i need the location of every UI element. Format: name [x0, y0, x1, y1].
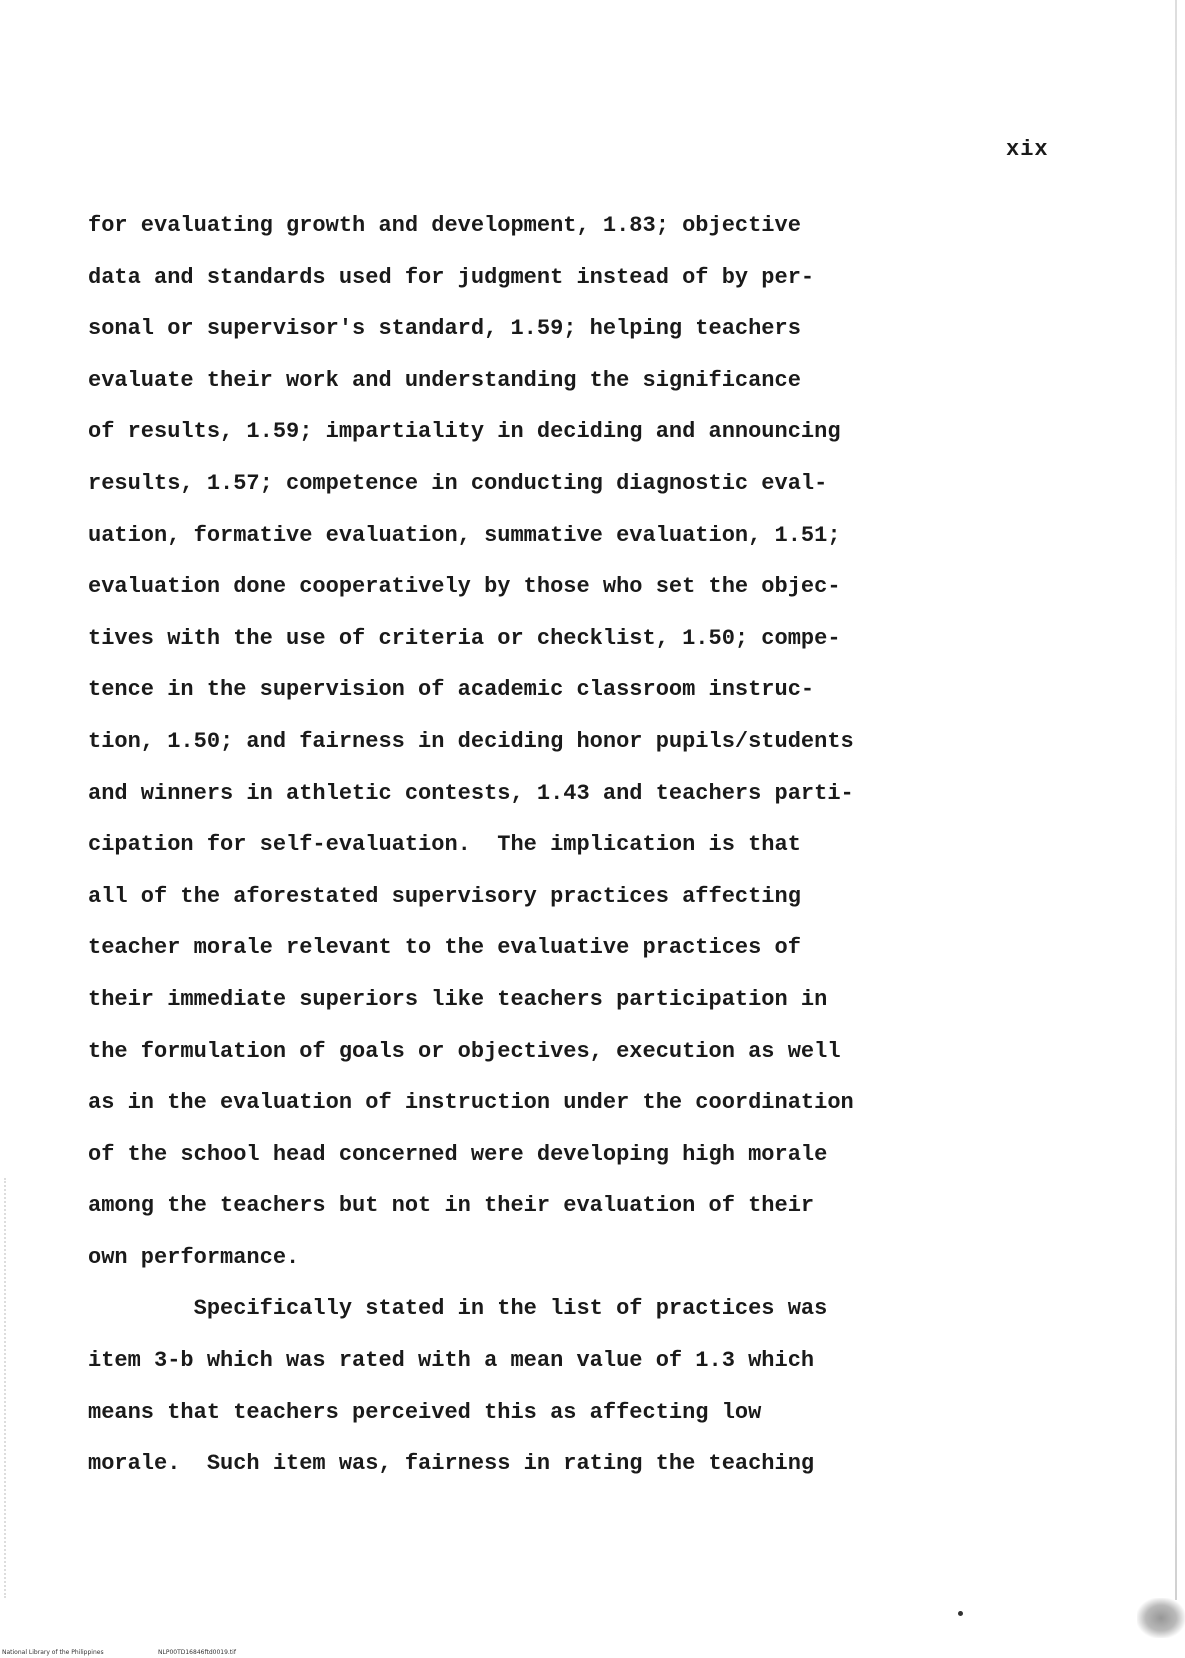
corner-smudge [1137, 1598, 1185, 1638]
text-line: Specifically stated in the list of practices was [88, 1296, 828, 1322]
text-line: tence in the supervision of academic classroom instruc- [88, 677, 815, 703]
text-line: tives with the use of criteria or checklist, 1.50; compe- [88, 625, 841, 651]
text-line: means that teachers perceived this as affecting low [88, 1399, 762, 1425]
page-number: xix [1006, 137, 1049, 162]
text-line: data and standards used for judgment instead of by per- [88, 264, 815, 290]
text-line: as in the evaluation of instruction under the coordination [88, 1090, 854, 1116]
text-line: for evaluating growth and development, 1.83; objective [88, 213, 801, 238]
text-line: morale. Such item was, fairness in rating the teaching [88, 1451, 815, 1477]
text-line: results, 1.57; competence in conducting diagnostic eval- [88, 470, 828, 496]
body-text [88, 200, 1088, 1490]
text-line: cipation for self-evaluation. The implication is that [88, 832, 801, 858]
text-line: tion, 1.50; and fairness in deciding honor pupils/students [88, 728, 854, 754]
text-line: their immediate superiors like teachers participation in [88, 986, 828, 1012]
page-edge-shadow [1175, 0, 1177, 1600]
scan-edge-marks [4, 1178, 8, 1598]
text-line: evaluate their work and understanding the significance [88, 367, 801, 393]
text-line: the formulation of goals or objectives, execution as well [88, 1038, 841, 1064]
text-line: item 3-b which was rated with a mean value of 1.3 which [88, 1348, 815, 1374]
ink-dot [958, 1611, 963, 1616]
footer-source-label: National Library of the Philippines [2, 1649, 104, 1656]
text-line: uation, formative evaluation, summative evaluation, 1.51; [88, 522, 841, 548]
footer-file-label: NLP00TD16846ftd0019.tif [158, 1649, 236, 1656]
text-line: sonal or supervisor's standard, 1.59; helping teachers [88, 316, 801, 342]
text-line: among the teachers but not in their evaluation of their [88, 1193, 815, 1219]
text-line: of the school head concerned were developing high morale [88, 1141, 828, 1167]
text-line: evaluation done cooperatively by those who set the objec- [88, 574, 841, 600]
text-line: and winners in athletic contests, 1.43 and teachers parti- [88, 780, 854, 806]
text-line: teacher morale relevant to the evaluative practices of [88, 935, 801, 961]
text-line: of results, 1.59; impartiality in deciding and announcing [88, 419, 841, 445]
text-line: all of the aforestated supervisory practices affecting [88, 883, 801, 909]
text-line: own performance. [88, 1244, 300, 1270]
